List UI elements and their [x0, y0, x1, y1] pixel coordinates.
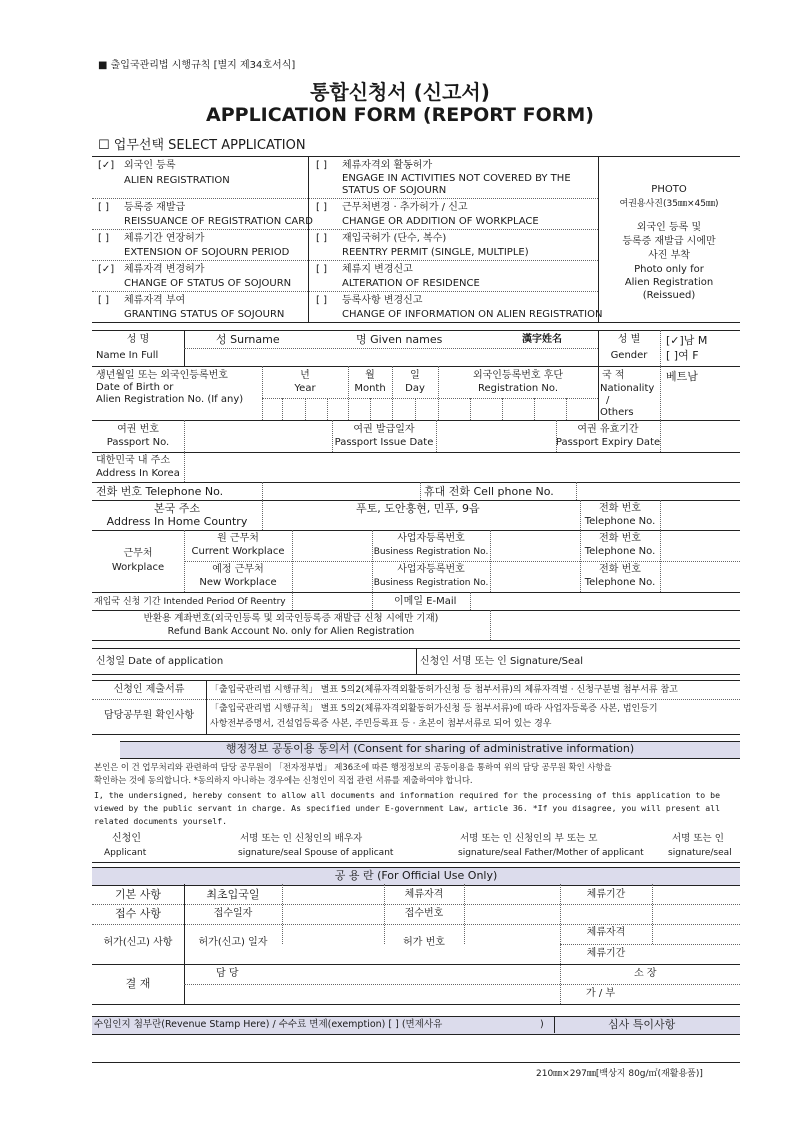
- checkbox-change-info[interactable]: [ ]: [316, 295, 327, 306]
- official-receipt-label: 접수 사항: [114, 907, 161, 920]
- nationality-value[interactable]: 베트남: [666, 370, 698, 383]
- registration-suffix-label: 외국인등록번호 후단: [472, 370, 564, 381]
- consent-text-en3: related documents yourself.: [94, 816, 228, 826]
- new-biz-no-label-en: Business Registration No.: [373, 578, 489, 588]
- official-permit-period-label: 체류기간: [586, 948, 626, 959]
- home-address-label-en: Address In Home Country: [106, 515, 248, 528]
- workplace-label-en: Workplace: [111, 562, 165, 573]
- consent-heading: 행정정보 공동이용 동의서 (Consent for sharing of administrative information): [225, 742, 635, 755]
- submit-documents-label: 신청인 제출서류: [113, 684, 185, 695]
- applicant-signature-label: 신청인 서명 또는 인 Signature/Seal: [420, 656, 584, 667]
- nationality-label: 국 적: [602, 370, 625, 381]
- reentry-period-label: 재입국 신청 기간 Intended Period Of Reentry: [94, 597, 286, 607]
- refund-account-label-en: Refund Bank Account No. only for Alien Registration: [167, 626, 415, 637]
- given-names-label: 명 Given names: [356, 333, 443, 346]
- birth-label: 생년월일 또는 외국인등록번호: [96, 370, 228, 381]
- month-label-en: Month: [354, 383, 386, 394]
- consent-signature-label-en: signature/seal: [668, 848, 732, 858]
- gender-female-checkbox[interactable]: [ ]여 F: [666, 349, 699, 362]
- passport-issue-label-en: Passport Issue Date: [334, 437, 434, 448]
- checkbox-granting-status[interactable]: [ ]: [98, 295, 109, 306]
- nationality-slash: /: [606, 395, 610, 406]
- passport-no-label: 여권 번호: [117, 424, 159, 435]
- current-workplace-label: 원 근무처: [217, 533, 259, 544]
- day-label-en: Day: [405, 383, 425, 394]
- gender-label: 성 별: [617, 334, 641, 345]
- current-biz-no-label-en: Business Registration No.: [373, 547, 489, 557]
- official-permit-no-label: 허가 번호: [403, 937, 445, 948]
- official-decision-label: 가 / 부: [586, 988, 616, 999]
- official-basic-label: 기본 사항: [114, 888, 161, 901]
- revenue-stamp-close: ): [540, 1019, 544, 1030]
- consent-text-en2: viewed by the public servant in charge. As specified under E-government Law, article 36. *If you disagree, you will present all: [94, 803, 721, 813]
- birth-label-en2: Alien Registration No. (If any): [96, 394, 244, 405]
- verify-documents-label: 담당공무원 확인사항: [103, 710, 195, 721]
- checkbox-reissuance[interactable]: [ ]: [98, 202, 109, 213]
- home-telephone-label: 전화 번호: [599, 503, 641, 514]
- new-workplace-label: 예정 근무처: [212, 564, 264, 575]
- form-code: ■ 출입국관리법 시행규칙 [별지 제34호서식]: [98, 60, 296, 71]
- current-workplace-tel-label-en: Telephone No.: [584, 546, 656, 557]
- official-first-entry-label: 최초입국일: [206, 888, 260, 901]
- consent-parent-label: 서명 또는 인 신청인의 부 또는 모: [460, 833, 598, 844]
- official-approval-label: 결 재: [125, 977, 151, 990]
- checkbox-reentry[interactable]: [ ]: [316, 233, 327, 244]
- home-telephone-label-en: Telephone No.: [584, 516, 656, 527]
- passport-expiry-label-en: Passport Expiry Date: [555, 437, 661, 448]
- consent-applicant-label: 신청인: [112, 833, 141, 844]
- current-workplace-tel-label: 전화 번호: [599, 533, 641, 544]
- consent-spouse-label: 서명 또는 인 신청인의 배우자: [240, 833, 363, 844]
- consent-applicant-label-en: Applicant: [104, 848, 147, 858]
- official-director-label: 소 장: [634, 968, 657, 979]
- current-workplace-label-en: Current Workplace: [191, 546, 285, 557]
- official-receipt-no-label: 접수번호: [404, 908, 444, 919]
- current-biz-no-label: 사업자등록번호: [397, 533, 465, 544]
- gender-male-checkbox[interactable]: [✓]남 M: [666, 334, 708, 347]
- cellphone-label: 휴대 전화 Cell phone No.: [424, 485, 554, 498]
- consent-text-ko2: 확인하는 것에 동의합니다. *동의하지 아니하는 경우에는 신청인이 직접 관련 서류를 제출하여야 합니다.: [94, 775, 473, 785]
- surname-label: 성 Surname: [216, 333, 280, 346]
- day-label: 일: [410, 370, 420, 381]
- consent-spouse-label-en: signature/seal Spouse of applicant: [238, 848, 394, 858]
- passport-no-label-en: Passport No.: [106, 437, 170, 448]
- checkbox-engage-activities[interactable]: [ ]: [316, 160, 327, 171]
- select-application-heading: ☐ 업무선택 SELECT APPLICATION: [98, 138, 306, 153]
- year-label: 년: [300, 370, 310, 381]
- home-address-value[interactable]: 푸토, 도안훙현, 민푸, 9읍: [356, 502, 480, 515]
- review-notes-label: 심사 특이사항: [608, 1018, 676, 1031]
- name-label-en: Name In Full: [96, 350, 159, 361]
- nationality-label-en: Nationality: [600, 383, 655, 394]
- name-label: 성 명: [126, 334, 150, 345]
- year-label-en: Year: [294, 383, 316, 394]
- verify-documents-text1: 「출입국관리법 시행규칙」 별표 5의2(체류자격외활동허가신청 등 첨부서류)에 따라 사업자등록증 사본, 법인등기: [210, 704, 658, 714]
- new-workplace-tel-label-en: Telephone No.: [584, 577, 656, 588]
- hanja-name-label: 漢字姓名: [522, 334, 562, 345]
- passport-issue-label: 여권 발급일자: [353, 424, 415, 435]
- checkbox-change-status[interactable]: [✓]: [98, 264, 115, 275]
- birth-label-en: Date of Birth or: [96, 382, 174, 393]
- official-permit-label: 허가(신고) 사항: [103, 937, 173, 948]
- new-biz-no-label: 사업자등록번호: [397, 564, 465, 575]
- nationality-others: Others: [600, 407, 634, 418]
- title-korean: 통합신청서 (신고서): [310, 80, 490, 104]
- official-charge-label: 담 당: [216, 968, 239, 979]
- official-permit-date-label: 허가(신고) 일자: [198, 937, 268, 948]
- paper-spec: 210㎜×297㎜[백상지 80g/㎡(재활용품)]: [536, 1069, 703, 1079]
- title-english: APPLICATION FORM (REPORT FORM): [206, 104, 594, 126]
- new-workplace-tel-label: 전화 번호: [599, 564, 641, 575]
- registration-suffix-label-en: Registration No.: [477, 383, 559, 394]
- checkbox-extension[interactable]: [ ]: [98, 233, 109, 244]
- verify-documents-text2: 사항전부증명서, 건설업등록증 사본, 주민등록표 등 · 초본이 첨부서류로 되어 있는 경우: [210, 719, 552, 729]
- address-korea-label-en: Address In Korea: [96, 468, 180, 479]
- consent-text-en1: I, the undersigned, hereby consent to allow all documents and information required for the processing of this application to be: [94, 790, 721, 800]
- month-label: 월: [365, 370, 375, 381]
- workplace-label: 근무처: [123, 548, 153, 559]
- new-workplace-label-en: New Workplace: [199, 577, 277, 588]
- revenue-stamp-label: 수입인지 첨부란(Revenue Stamp Here) / 수수료 면제(exemption) [ ] (면제사유: [94, 1019, 443, 1030]
- checkbox-alien-registration[interactable]: [✓]: [98, 160, 115, 171]
- refund-account-label: 반환용 계좌번호(외국인등록 및 외국인등록증 재발급 신청 시에만 기재): [143, 613, 439, 624]
- address-korea-label: 대한민국 내 주소: [96, 455, 170, 466]
- submit-documents-text: 「출입국관리법 시행규칙」 별표 5의2(체류자격외활동허가신청 등 첨부서류)의 체류자격별 · 신청구분별 첨부서류 참고: [210, 685, 678, 695]
- email-label: 이메일 E-Mail: [394, 596, 457, 607]
- official-use-heading: 공 용 란 (For Official Use Only): [334, 869, 498, 882]
- consent-signature-label: 서명 또는 인: [672, 833, 724, 844]
- home-address-label: 본국 주소: [153, 502, 200, 515]
- telephone-label: 전화 번호 Telephone No.: [96, 485, 224, 498]
- consent-text-ko1: 본인은 이 건 업무처리와 관련하여 담당 공무원이 「전자정부법」 제36조에 따른 행정정보의 공동이용을 통하여 위의 담당 공무원 확인 사항을: [94, 762, 612, 772]
- checkbox-residence[interactable]: [ ]: [316, 264, 327, 275]
- official-status-label: 체류자격: [404, 889, 444, 900]
- consent-parent-label-en: signature/seal Father/Mother of applicant: [458, 848, 644, 858]
- official-receipt-date-label: 접수일자: [213, 908, 253, 919]
- gender-label-en: Gender: [610, 350, 648, 361]
- passport-expiry-label: 여권 유효기간: [577, 424, 639, 435]
- official-permit-status-label: 체류자격: [586, 927, 626, 938]
- official-period-label: 체류기간: [586, 889, 626, 900]
- application-date-label: 신청일 Date of application: [96, 656, 224, 667]
- checkbox-workplace[interactable]: [ ]: [316, 202, 327, 213]
